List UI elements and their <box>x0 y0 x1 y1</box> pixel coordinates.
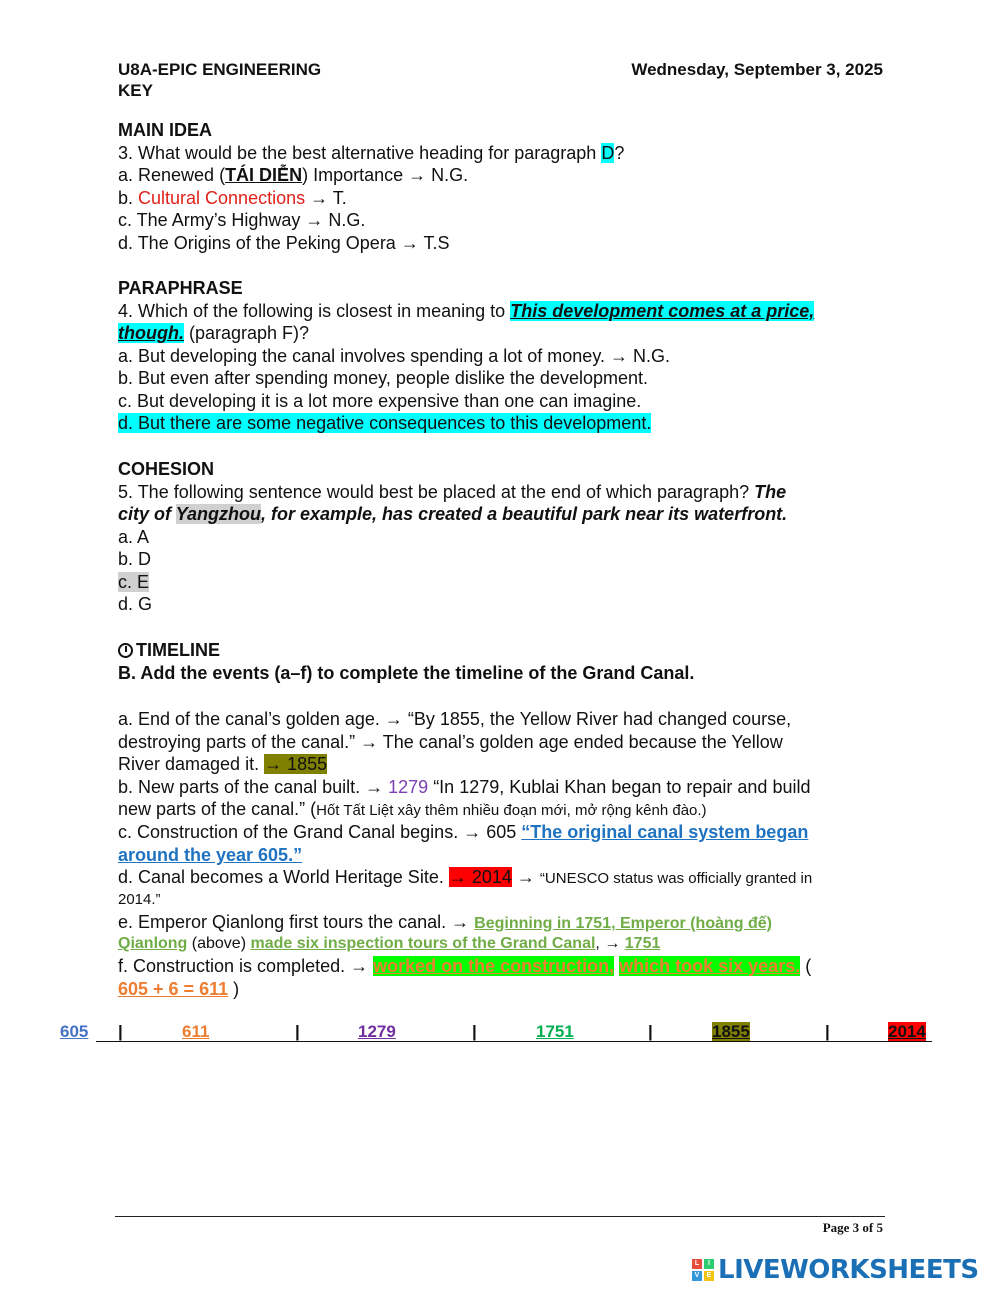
timeline-rule <box>96 1041 932 1042</box>
timeline-heading: TIMELINE <box>118 639 220 661</box>
event-a-answer: → 1855 <box>264 754 328 774</box>
event-f-line2: 605 + 6 = 611 ) <box>118 979 240 999</box>
timeline-year-605: 605 <box>60 1022 89 1041</box>
timeline-separator: | <box>472 1022 477 1041</box>
quoted-sentence: This development comes at a price, <box>510 301 815 321</box>
event-d-answer: → 2014 <box>448 867 512 887</box>
q4-option-c: c. But developing it is a lot more expensive than one can imagine. <box>118 391 642 411</box>
q5-option-b: b. D <box>118 549 152 569</box>
timeline-year-611: 611 <box>182 1022 210 1041</box>
event-b-line1: b. New parts of the canal built. → 1279 “In 1279, Kublai Khan began to repair and build <box>118 777 811 797</box>
timeline-instruction: B. Add the events (a–f) to complete the timeline of the Grand Canal. <box>118 663 695 683</box>
key-label: KEY <box>118 81 153 100</box>
timeline-separator: | <box>295 1022 300 1041</box>
q4-option-d <box>118 412 651 434</box>
q3-option-a: a. Renewed (TÁI DIỄN) Importance → N.G. <box>118 165 469 185</box>
event-b-year: 1279 <box>388 777 429 797</box>
event-d-line2: 2014.” <box>118 891 161 908</box>
course-title: U8A-EPIC ENGINEERING <box>118 60 322 79</box>
event-f-calculation: 605 + 6 = 611 <box>118 979 229 999</box>
event-f-quote: worked on the construction, <box>373 956 615 976</box>
main-idea-heading: MAIN IDEA <box>118 120 212 140</box>
logo-blocks-icon: L I V E <box>692 1259 714 1281</box>
liveworksheets-logo <box>692 1254 979 1286</box>
question-5-line2: city of Yangzhou, for example, has created a beautiful park near its waterfront. <box>118 504 788 524</box>
timeline-year-1279: 1279 <box>358 1022 396 1041</box>
event-e-quote: Beginning in 1751, Emperor (hoàng đế) <box>474 915 772 932</box>
question-4-line2: though. (paragraph F)? <box>118 323 310 343</box>
timeline-year-1751: 1751 <box>536 1022 574 1041</box>
q5-option-d: d. G <box>118 594 153 614</box>
correct-answer-highlight: d. But there are some negative consequences to this development. <box>118 413 652 433</box>
question-4-line1: 4. Which of the following is closest in meaning to This development comes at a price, <box>118 301 815 321</box>
paraphrase-heading: PARAPHRASE <box>118 278 243 298</box>
timeline-separator: | <box>118 1022 123 1041</box>
event-d-line1: d. Canal becomes a World Heritage Site. → 2014 → “UNESCO status was officially granted in <box>118 867 813 887</box>
page-number: Page 3 of 5 <box>822 1220 883 1235</box>
event-a-line3: River damaged it. → 1855 <box>118 754 328 774</box>
event-e-line1: e. Emperor Qianlong first tours the canal. → Beginning in 1751, Emperor (hoàng đế) <box>118 912 772 932</box>
cohesion-heading: COHESION <box>118 459 215 479</box>
event-b-line2: new parts of the canal.” (Hốt Tất Liệt xây thêm nhiều đoạn mới, mở rộng kênh đào.) <box>118 799 707 819</box>
yangzhou-highlight: Yangzhou <box>175 504 262 524</box>
brand-name: LIVEWORKSHEETS <box>718 1255 979 1285</box>
timeline-separator: | <box>648 1022 653 1041</box>
event-e-line2: Qianlong (above) made six inspection tours of the Grand Canal, → 1751 <box>118 935 661 952</box>
event-c-line1: c. Construction of the Grand Canal begins. → 605 “The original canal system began <box>118 822 809 842</box>
date-label: Wednesday, September 3, 2025 <box>631 60 883 79</box>
q4-option-a: a. But developing the canal involves spending a lot of money. → N.G. <box>118 346 670 366</box>
vietnamese-translation: Hốt Tất Liệt xây thêm nhiều đoạn mới, mở rộng kênh đào.) <box>316 802 707 819</box>
paragraph-d-highlight: D <box>601 143 615 163</box>
event-f-line1: f. Construction is completed. → worked on the construction, which took six years. ( <box>118 956 812 976</box>
event-c-line2: around the year 605.” <box>118 845 303 865</box>
timeline-year-1855: 1855 <box>712 1022 750 1041</box>
q3-option-c: c. The Army’s Highway → N.G. <box>118 210 366 230</box>
event-c-quote: “The original canal system began <box>521 822 809 842</box>
event-e-answer: 1751 <box>624 935 661 952</box>
question-5-line1: 5. The following sentence would best be placed at the end of which paragraph? The <box>118 482 787 502</box>
q3-option-d: d. The Origins of the Peking Opera → T.S <box>118 233 450 253</box>
correct-answer-text: Cultural Connections <box>138 188 306 208</box>
question-3: 3. What would be the best alternative heading for paragraph D? <box>118 143 625 163</box>
event-a-line1: a. End of the canal’s golden age. → “By 1855, the Yellow River had changed course, <box>118 709 792 729</box>
timeline-year-2014: 2014 <box>888 1022 926 1041</box>
timeline-separator: | <box>825 1022 830 1041</box>
q3-option-b: b. Cultural Connections → T. <box>118 188 347 208</box>
correct-answer-highlight: c. E <box>118 572 150 592</box>
clock-icon <box>118 643 133 658</box>
vietnamese-gloss: TÁI DIỄN <box>225 165 303 185</box>
q5-option-a: a. A <box>118 527 150 547</box>
event-a-line2: destroying parts of the canal.” → The canal’s golden age ended because the Yellow <box>118 732 783 752</box>
q5-option-c <box>118 571 149 593</box>
footer-divider <box>115 1216 885 1217</box>
q4-option-b: b. But even after spending money, people dislike the development. <box>118 368 649 388</box>
